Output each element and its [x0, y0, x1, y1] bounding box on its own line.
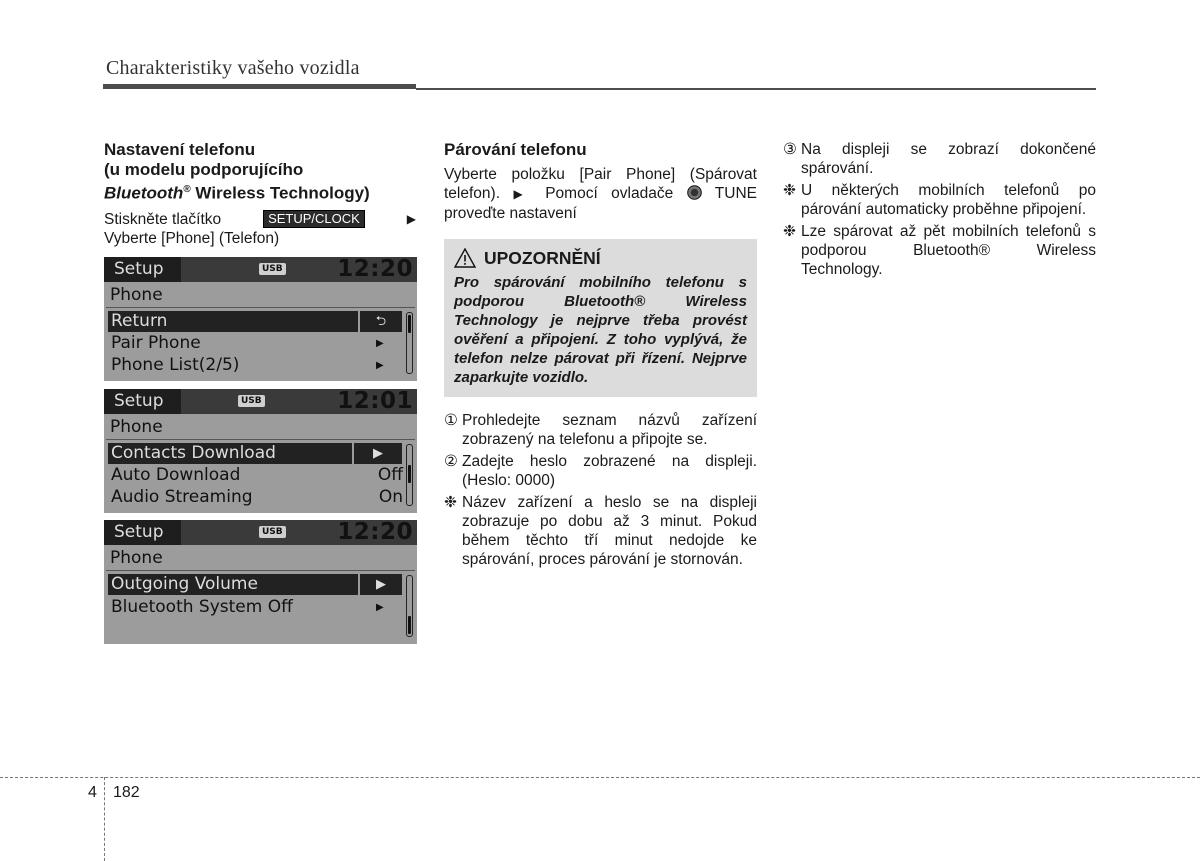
- chapter-number: 4: [88, 784, 97, 801]
- menu-item-auto-download[interactable]: Auto Download: [111, 465, 241, 485]
- usb-icon: USB: [259, 263, 286, 275]
- chevron-right-icon[interactable]: ▶: [354, 443, 402, 464]
- caution-box: [444, 239, 757, 397]
- pairing-notes: [783, 140, 1096, 279]
- chevron-right-icon: ▶: [376, 338, 384, 349]
- screen-clock: 12:20: [337, 256, 413, 282]
- return-icon[interactable]: ⮌: [360, 311, 402, 332]
- column-notes: [783, 140, 1096, 282]
- column-phone-settings: [104, 140, 416, 248]
- screen-subtitle: Phone: [110, 417, 163, 437]
- menu-item-contacts-download[interactable]: Contacts Download: [108, 443, 352, 464]
- column-pair-phone: [444, 140, 757, 572]
- list-item: ❉ Název zařízení a heslo se na displeji zobrazuje po dobu až 3 minut. Pokud během těchto tří minut nedojde ke spárování, proces párování je stornován.: [444, 494, 757, 568]
- auto-download-value: Off: [377, 465, 403, 485]
- menu-item-return[interactable]: Return: [108, 311, 358, 332]
- instruction-select: Vyberte [Phone] (Telefon): [104, 229, 280, 247]
- lcd-screen-1: [104, 257, 417, 381]
- setup-clock-button-label: SETUP/CLOCK: [263, 210, 365, 228]
- caution-title: UPOZORNĚNÍ: [454, 247, 747, 269]
- page-header-title: Charakteristiky vašeho vozidla: [106, 57, 360, 79]
- chevron-right-icon: ▶: [376, 360, 384, 371]
- list-item: ③ Na displeji se zobrazí dokončené spárování.: [783, 141, 1096, 177]
- list-item: ❉ U některých mobilních telefonů po párování automaticky proběhne připojení.: [783, 182, 1096, 218]
- footer-vertical-divider: [104, 777, 105, 861]
- section-heading: Párování telefonu: [444, 140, 587, 159]
- menu-item-outgoing-volume[interactable]: Outgoing Volume: [108, 574, 358, 595]
- arrow-right-icon: ▶: [513, 187, 532, 201]
- pair-intro: Vyberte položku [Pair Phone] (Spárovat telefon). ▶ Pomocí ovladače TUNE proveďte nastavení: [444, 166, 757, 222]
- usb-icon: USB: [259, 526, 286, 538]
- chevron-right-icon[interactable]: ▶: [360, 574, 402, 595]
- menu-item-pair-phone[interactable]: Pair Phone: [111, 333, 201, 353]
- header-rule-dark: [103, 84, 416, 89]
- screen-clock: 12:01: [337, 388, 413, 414]
- audio-streaming-value: On: [378, 487, 403, 507]
- list-item: ❉ Lze spárovat až pět mobilních telefonů s podporou Bluetooth® Wireless Technology.: [783, 223, 1096, 278]
- menu-item-phone-list[interactable]: Phone List(2/5): [111, 355, 240, 375]
- screen-subtitle: Phone: [110, 285, 163, 305]
- scrollbar[interactable]: [406, 312, 413, 374]
- section-heading: Nastavení telefonu (u modelu podporujícího Bluetooth® Wireless Technology): [104, 140, 370, 203]
- caution-text: Pro spárování mobilního telefonu s podporou Bluetooth® Wireless Technology je nejprve třeba provést ověření a připojení. Z toho vyplývá, že telefon nelze párovat při řízení. Nejprve zaparkujte vozidlo.: [454, 274, 747, 386]
- pairing-steps: [444, 411, 757, 569]
- scrollbar[interactable]: [406, 575, 413, 637]
- tune-knob-icon: [687, 185, 702, 200]
- list-item: ② Zadejte heslo zobrazené na displeji. (Heslo: 0000): [444, 453, 757, 489]
- usb-icon: USB: [238, 395, 265, 407]
- page-number: 182: [113, 784, 140, 801]
- screen-tab: Setup: [104, 520, 181, 545]
- instruction-press: Stiskněte tlačítko SETUP/CLOCK ▶: [104, 210, 416, 228]
- list-item: ① Prohledejte seznam názvů zařízení zobrazený na telefonu a připojte se.: [444, 412, 757, 448]
- chevron-right-icon: ▶: [376, 602, 384, 613]
- screen-subtitle: Phone: [110, 548, 163, 568]
- screen-clock: 12:20: [337, 519, 413, 545]
- lcd-screen-3: [104, 520, 417, 644]
- header-rule-thin: [416, 88, 1096, 90]
- menu-item-bluetooth-system-off[interactable]: Bluetooth System Off: [111, 597, 293, 617]
- scrollbar[interactable]: [406, 444, 413, 506]
- screen-tab: Setup: [104, 389, 181, 414]
- lcd-screen-2: [104, 389, 417, 513]
- menu-item-audio-streaming[interactable]: Audio Streaming: [111, 487, 253, 507]
- arrow-right-icon: ▶: [406, 211, 416, 226]
- footer-divider: [0, 777, 1200, 778]
- screen-tab: Setup: [104, 257, 181, 282]
- warning-triangle-icon: [454, 248, 476, 268]
